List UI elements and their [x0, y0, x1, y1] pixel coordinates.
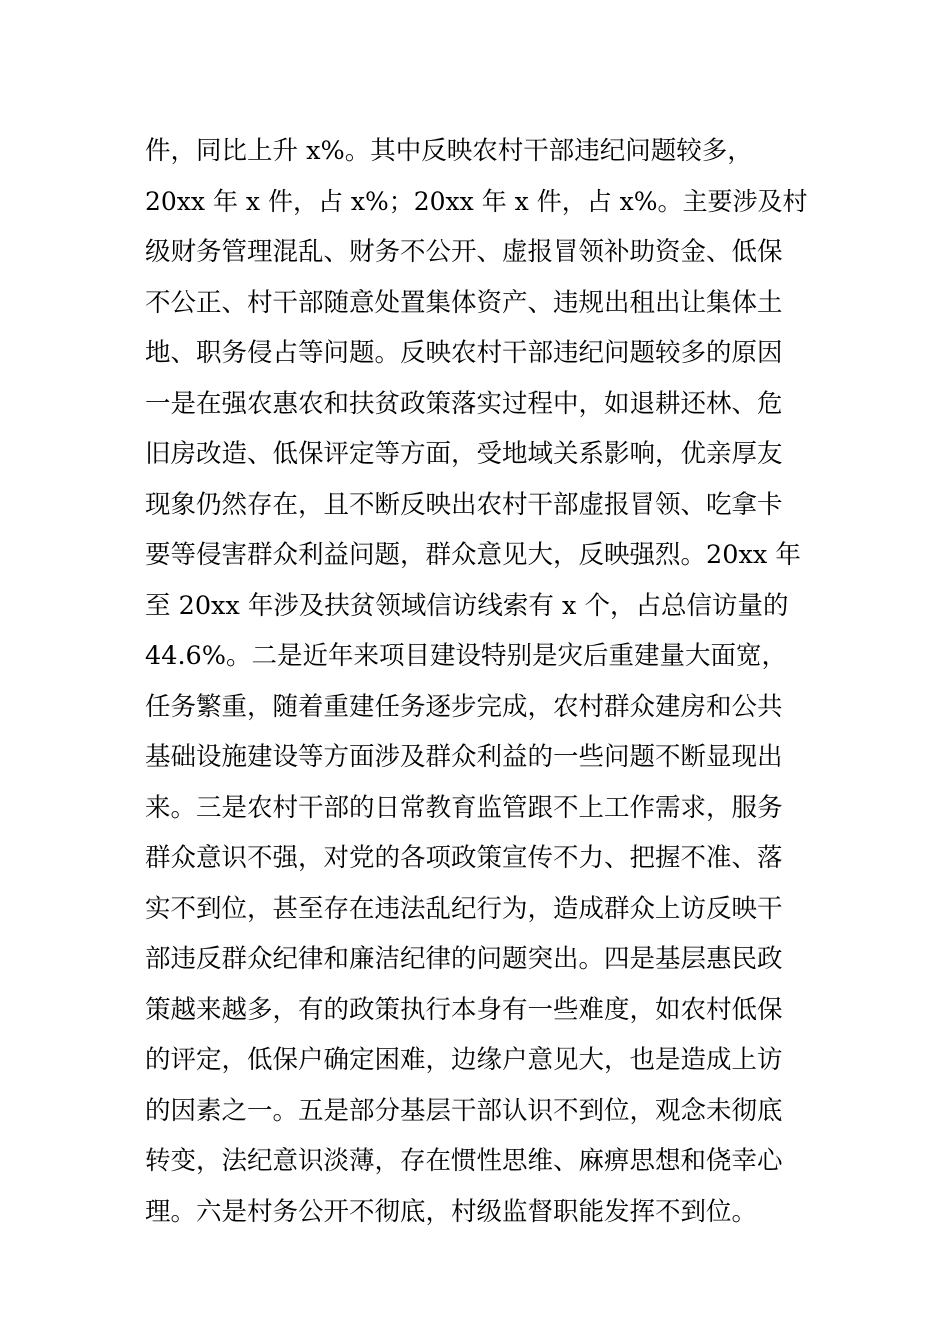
body-paragraph	[145, 126, 815, 1237]
text-line: 要等侵害群众利益问题，群众意见大，反映强烈。20xx 年	[145, 540, 801, 570]
text-line: 的评定，低保户确定困难，边缘户意见大，也是造成上访	[145, 1045, 783, 1075]
text-line: 件，同比上升 x%。其中反映农村干部违纪问题较多，	[145, 136, 753, 166]
text-line: 44.6%。二是近年来项目建设特别是灾后重建量大面宽，	[145, 641, 788, 671]
text-line: 群众意识不强，对党的各项政策宣传不力、把握不准、落	[145, 843, 783, 873]
text-line: 地、职务侵占等问题。反映农村干部违纪问题较多的原因	[145, 338, 783, 368]
text-line: 级财务管理混乱、财务不公开、虚报冒领补助资金、低保	[145, 237, 783, 267]
text-line: 策越来越多，有的政策执行本身有一些难度，如农村低保	[145, 994, 783, 1025]
text-line: 20xx 年 x 件，占 x%；20xx 年 x 件，占 x%。主要涉及村	[145, 186, 808, 216]
text-line: 部违反群众纪律和廉洁纪律的问题突出。四是基层惠民政	[145, 944, 783, 974]
text-line: 现象仍然存在，且不断反映出农村干部虚报冒领、吃拿卡	[145, 489, 783, 520]
text-line: 理。六是村务公开不彻底，村级监督职能发挥不到位。	[145, 1196, 758, 1227]
text-line: 的因素之一。五是部分基层干部认识不到位，观念未彻底	[145, 1095, 783, 1126]
text-line: 来。三是农村干部的日常教育监管跟不上工作需求，服务	[145, 792, 783, 823]
text-line: 一是在强农惠农和扶贫政策落实过程中，如退耕还林、危	[145, 388, 783, 419]
text-line: 实不到位，甚至存在违法乱纪行为，造成群众上访反映干	[145, 893, 783, 924]
text-line: 转变，法纪意识淡薄，存在惯性思维、麻痹思想和侥幸心	[145, 1146, 783, 1176]
text-line: 旧房改造、低保评定等方面，受地域关系影响，优亲厚友	[145, 439, 783, 469]
text-line: 基础设施建设等方面涉及群众利益的一些问题不断显现出	[145, 742, 783, 772]
text-line: 任务繁重，随着重建任务逐步完成，农村群众建房和公共	[145, 691, 783, 722]
text-line: 不公正、村干部随意处置集体资产、违规出租出让集体土	[145, 287, 783, 318]
text-line: 至 20xx 年涉及扶贫领域信访线索有 x 个，占总信访量的	[145, 590, 789, 621]
